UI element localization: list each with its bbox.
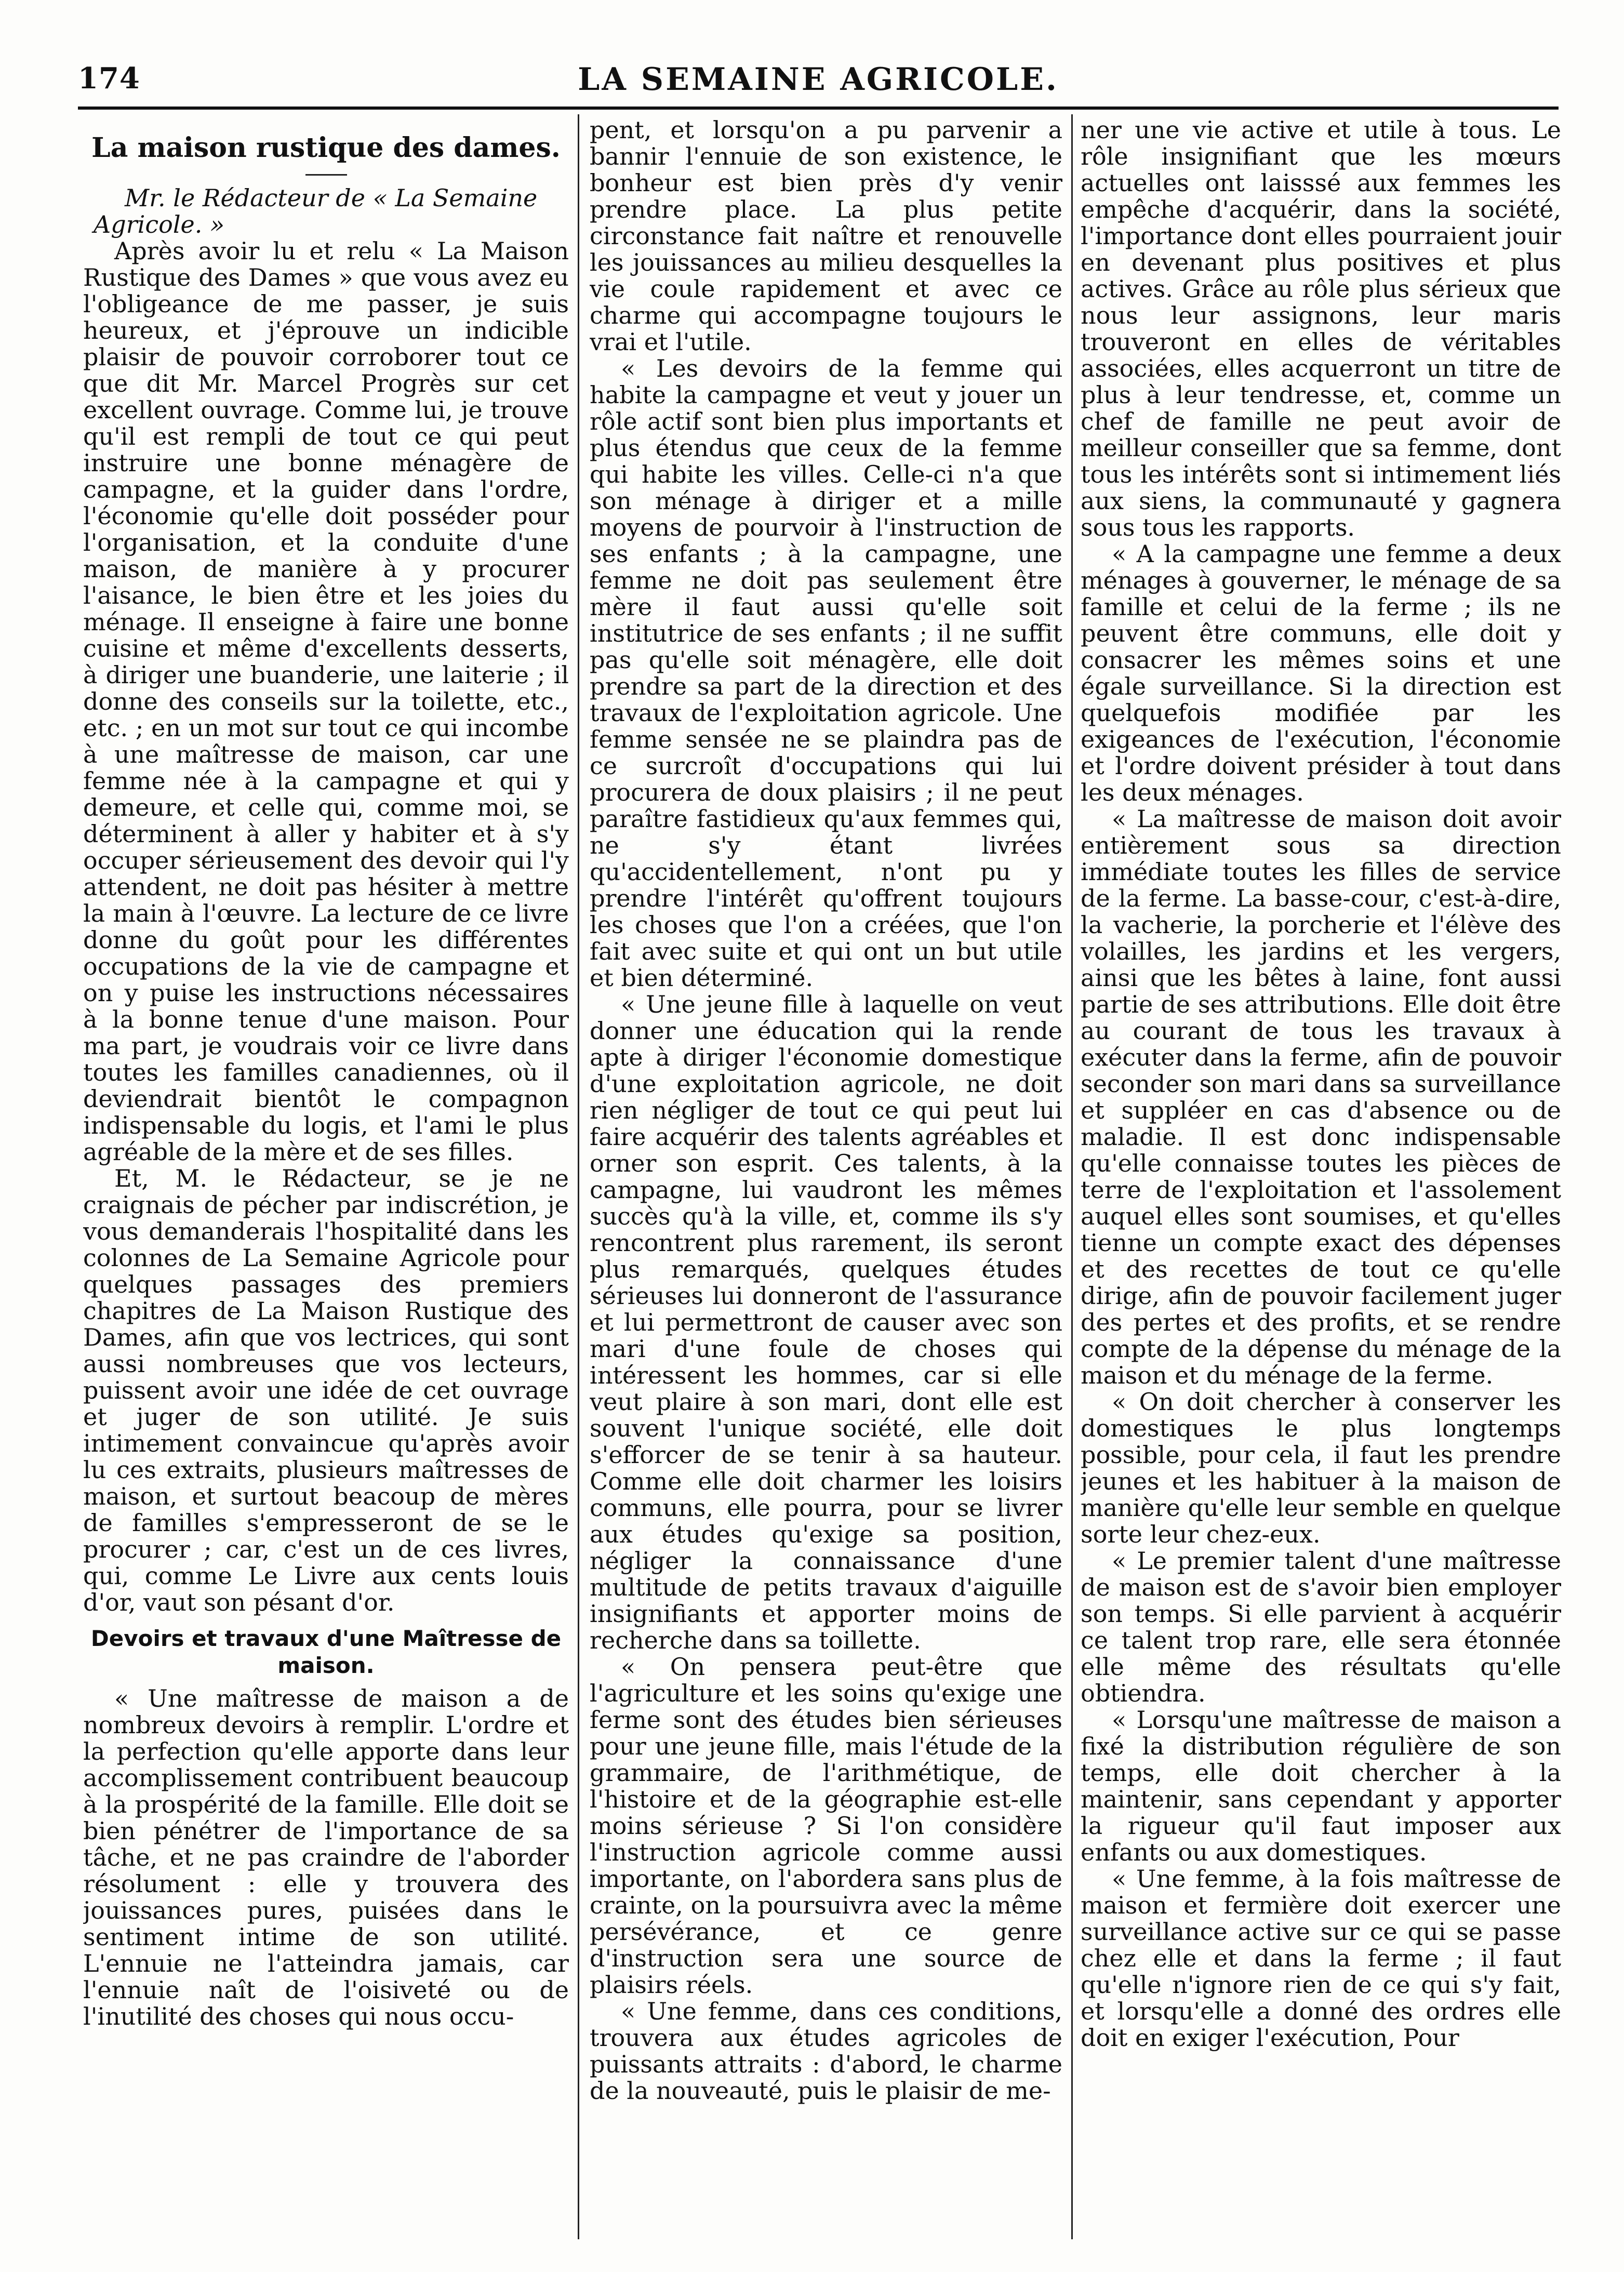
paragraph: « On doit chercher à conserver les domestiques le plus longtemps possible, pour cela, il faut les prendre jeunes et les habituer à la maison de manière qu'elle leur semble en quelque sorte leur chez-eux.	[1081, 1388, 1561, 1548]
column-divider-2	[1071, 114, 1073, 2239]
paragraph: « Lorsqu'une maîtresse de maison a fixé la distribution régulière de son temps, elle doit chercher à la maintenir, sans cependant y apporter la rigueur qu'il faut imposer aux enfants ou aux domestiques.	[1081, 1706, 1561, 1866]
salutation: Mr. le Rédacteur de « La Semaine Agricole. »	[94, 184, 538, 238]
column-1	[83, 117, 569, 2237]
header-rule	[78, 107, 1559, 110]
paragraph: « Une maîtresse de maison a de nombreux devoirs à remplir. L'ordre et la perfection qu'elle apporte dans leur accomplissement contribuent beaucoup à la prospérité de la famille. Elle doit se bien pénétrer de l'importance de sa tâche, et ne pas craindre de l'aborder résolument : elle y trouvera des jouissances pures, puisées dans le sentiment intime de son utilité. L'ennuie ne l'atteindra jamais, car l'ennuie naît de l'oisiveté ou de l'inutilité des choses qui nous occu-	[83, 1684, 569, 2030]
page-header	[78, 57, 1559, 104]
column-3	[1081, 117, 1561, 2237]
paragraph: ner une vie active et utile à tous. Le rôle insignifiant que les mœurs actuelles ont laisssé aux femmes les empêche d'acquérir, dans la société, l'importance dont elles pourraient jouir en devenant plus positives et plus actives. Grâce au rôle plus sérieux que nous leur assignons, leur maris trouveront en elles de véritables associées, elles acquerront un titre de plus à leur tendresse, et, comme un chef de famille ne peut avoir de meilleur conseiller que sa femme, dont tous les intérêts sont si intimement liés aux siens, la communauté y gagnera sous tous les rapports.	[1081, 117, 1561, 541]
paragraph: « Une jeune fille à laquelle on veut donner une éducation qui la rende apte à diriger l'économie domestique d'une exploitation agricole, ne doit rien négliger de tout ce qui peut lui faire acquérir des talents agréables et orner son esprit. Ces talents, à la campagne, lui vaudront les mêmes succès qu'à la ville, et, comme ils s'y rencontrent plus rarement, ils seront plus remarqués, quelques études sérieuses lui donneront de l'assurance et lui permettront de causer avec son mari d'une foule de choses qui intéressent les hommes, car si elle veut plaire à son mari, dont elle est souvent l'unique société, elle doit s'efforcer de se tenir à sa hauteur. Comme elle doit charmer les loisirs communs, elle pourra, pour se livrer aux études qu'exige sa position, négliger la connaissance d'une multitude de petits travaux d'aiguille insignifiants et apporter moins de recherche dans sa toillette.	[590, 990, 1062, 1654]
paragraph: « On pensera peut-être que l'agriculture et les soins qu'exige une ferme sont des études bien sérieuses pour une jeune fille, mais l'étude de la grammaire, de l'arithmétique, de l'histoire et de la géographie est-elle moins sérieuse ? Si l'on considère l'instruction agricole comme aussi importante, on l'abordera sans plus de crainte, on la poursuivra avec la même persévérance, et ce genre d'instruction sera une source de plaisirs réels.	[590, 1653, 1062, 1999]
journal-title: LA SEMAINE AGRICOLE.	[578, 61, 1059, 98]
paragraph: « Une femme, dans ces conditions, trouvera aux études agricoles de puissants attraits : d'abord, le charme de la nouveauté, puis le plaisir de me-	[590, 1997, 1062, 2105]
paragraph: pent, et lorsqu'on a pu parvenir a bannir l'ennuie de son existence, le bonheur est bien près d'y venir prendre place. La plus petite circonstance fait naître et renouvelle les jouissances au milieu desquelles la vie coule rapidement et avec ce charme qui accompagne toujours le vrai et l'utile.	[590, 117, 1062, 356]
paragraph: Et, M. le Rédacteur, se je ne craignais de pécher par indiscrétion, je vous demanderais l'hospitalité dans les colonnes de La Semaine Agricole pour quelques passages des premiers chapitres de La Maison Rustique des Dames, afin que vos lectrices, qui sont aussi nombreuses que vos lecteurs, puissent avoir une idée de cet ouvrage et juger de son utilité. Je suis intimement convaincue qu'après avoir lu ces extraits, plusieurs maîtresses de maison, et surtout beacoup de mères de familles s'empresseront de se le procurer ; car, c'est un de ces livres, qui, comme Le Livre aux cents louis d'or, vaut son pésant d'or.	[83, 1164, 569, 1616]
page-number: 174	[78, 61, 140, 96]
column-divider-1	[578, 114, 579, 2239]
paragraph: « Le premier talent d'une maîtresse de maison est de s'avoir bien employer son temps. Si elle parvient à acquérir ce talent trop rare, elle sera étonnée elle même des résultats qu'elle obtiendra.	[1081, 1547, 1561, 1707]
section-title: Devoirs et travaux d'une Maîtresse de maison.	[90, 1626, 562, 1678]
paragraph: « La maîtresse de maison doit avoir entièrement sous sa direction immédiate toutes les filles de service de la ferme. La basse-cour, c'est-à-dire, la vacherie, la porcherie et l'élève des volailles, les jardins et les vergers, ainsi que les bêtes à laine, font aussi partie de ses attributions. Elle doit être au courant de tous les travaux à exécuter dans la ferme, afin de pouvoir seconder son mari dans sa surveillance et suppléer en cas d'absence ou de maladie. Il est donc indispensable qu'elle connaisse toutes les pièces de terre de l'exploitation et l'assolement auquel elles sont soumises, et qu'elles tienne un compte exact des dépenses et des recettes de tout ce qu'elle dirige, afin de pouvoir facilement juger des pertes et des profits, et se rendre compte de la dépense du ménage de la maison et du ménage de la ferme.	[1081, 805, 1561, 1389]
paragraph: « A la campagne une femme a deux ménages à gouverner, le ménage de sa famille et celui de la ferme ; ils ne peuvent être communs, elle doit y consacrer les mêmes soins et une égale surveillance. Si la direction est quelquefois modifiée par les exigeances de l'exécution, l'économie et l'ordre doivent présider à tout dans les deux ménages.	[1081, 540, 1561, 806]
paragraph: « Les devoirs de la femme qui habite la campagne et veut y jouer un rôle actif sont bien plus importants et plus étendus que ceux de la femme qui habite les villes. Celle-ci n'a que son ménage à diriger et a mille moyens de pourvoir à l'instruction de ses enfants ; à la campagne, une femme ne doit pas seulement être mère il faut aussi qu'elle soit institutrice de ses enfants ; il ne suffit pas qu'elle soit ménagère, elle doit prendre sa part de la direction et des travaux de l'exploitation agricole. Une femme sensée ne se plaindra pas de ce surcroît d'occupations qui lui procurera de doux plaisirs ; il ne peut paraître fastidieux qu'aux femmes qui, ne s'y étant livrées qu'accidentellement, n'ont pu y prendre l'intérêt qu'offrent toujours les choses que l'on a créées, que l'on fait avec suite et qui ont un but utile et bien déterminé.	[590, 354, 1062, 992]
paragraph: « Une femme, à la fois maîtresse de maison et fermière doit exercer une surveillance active sur ce qui se passe chez elle et dans la ferme ; il faut qu'elle n'ignore rien de ce qui s'y fait, et lorsqu'elle a donné des ordres elle doit en exiger l'exécution, Pour	[1081, 1865, 1561, 2052]
title-rule	[305, 174, 347, 176]
paragraph: Après avoir lu et relu « La Maison Rustique des Dames » que vous avez eu l'obligeance de me passer, je suis heureux, et j'éprouve un indicible plaisir de pouvoir corroborer tout ce que dit Mr. Marcel Progrès sur cet excellent ouvrage. Comme lui, je trouve qu'il est rempli de tout ce qui peut instruire une bonne ménagère de campagne, et la guider dans l'ordre, l'économie qu'elle doit posséder pour l'organisation, et la conduite d'une maison, de manière à y procurer l'aisance, le bien être et les joies du ménage. Il enseigne à faire une bonne cuisine et même d'excellents desserts, à diriger une buanderie, une laiterie ; il donne des conseils sur la toilette, etc., etc. ; en un mot sur tout ce qui incombe à une maîtresse de maison, car une femme née à la campagne et qui y demeure, et celle qui, comme moi, se déterminent à aller y habiter et à s'y occuper sérieusement des devoir qui l'y attendent, ne doit pas hésiter à mettre la main à l'œuvre. La lecture de ce livre donne du goût pour les différentes occupations de la vie de campagne et on y puise les instructions nécessaires à la bonne tenue d'une maison. Pour ma part, je voudrais voir ce livre dans toutes les familles canadiennes, où il deviendrait bientôt le compagnon indispensable du logis, et l'ami le plus agréable de la mère et de ses filles.	[83, 237, 569, 1166]
column-2	[590, 117, 1062, 2237]
article-title: La maison rustique des dames.	[91, 132, 561, 164]
